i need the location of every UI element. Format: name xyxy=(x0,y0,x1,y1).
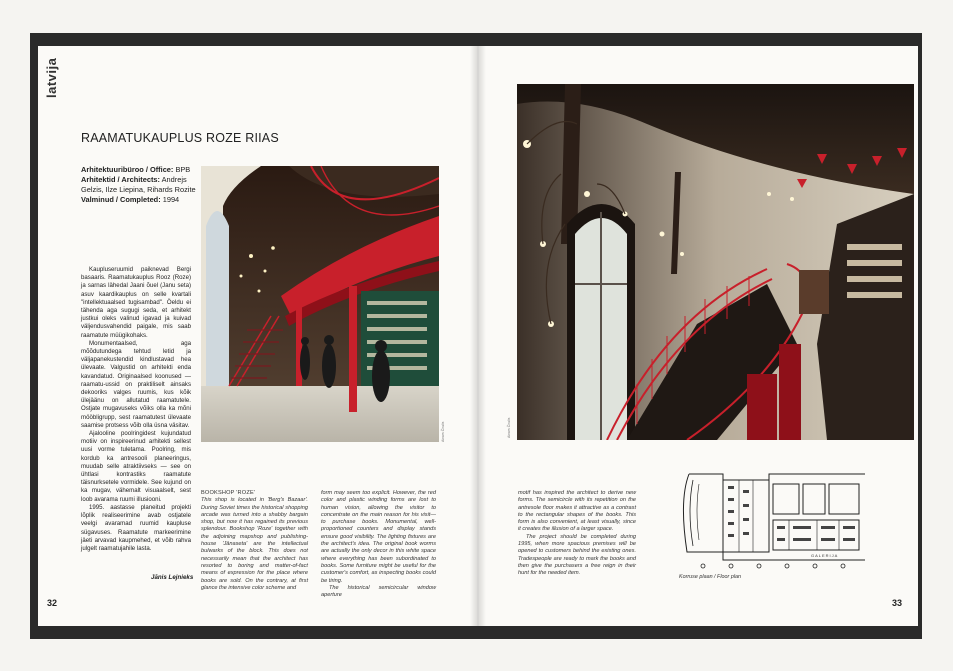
english-paragraph: The historical semicircular window aperture xyxy=(321,584,436,599)
credit-completed-value: 1994 xyxy=(160,195,180,204)
bookshop-interior-photo-right xyxy=(517,84,914,440)
english-column-1 xyxy=(201,490,308,592)
english-heading: BOOKSHOP 'ROZE' xyxy=(201,490,256,496)
credit-office xyxy=(81,165,199,175)
credit-office-label: Arhitektuuribüroo / Office: xyxy=(81,165,174,174)
english-paragraph: The project should be completed during 1995, when more spacious premises will be opened to customers behind the existing ones. Tradespeople are ready to mark the books and then give the purchasers a free reign in their hunt for the needed item. xyxy=(518,533,636,577)
floor-plan-caption: Korruse plaan / Floor plan xyxy=(679,574,742,580)
country-label: latvija xyxy=(44,57,59,98)
staircase-photo-illustration xyxy=(201,166,439,442)
credit-office-value: BPB xyxy=(173,165,191,174)
estonian-paragraph: Ajalooline poolringidest kujundatud motiiv on inspireerinud arhitekti sellest uusi vorme tuletama. Poolring, mis kordub ka antresooli planeeringus, muudab selle atraktiivseks — see on ühtlasi kontrastiks raamatute täisnurksetele vormidele. See kujund on ka mugav, vähemalt visuaalselt, sest loob avarama ruumi illusiooni. xyxy=(81,430,191,503)
photo-credit-left: Aivars Čirulis xyxy=(441,421,445,442)
english-column-2 xyxy=(321,490,436,599)
page-number-left: 32 xyxy=(47,598,58,608)
spiral-stair-photo-illustration xyxy=(517,84,914,440)
plan-gallery-label: GALERIJA xyxy=(811,553,839,558)
floor-plan-svg xyxy=(679,460,866,572)
credits-block xyxy=(81,165,199,205)
article-title: RAAMATUKAUPLUS ROZE RIIAS xyxy=(81,131,279,145)
credit-completed-label: Valminud / Completed: xyxy=(81,195,161,204)
article-author: Jānis Lejnieks xyxy=(151,574,194,581)
photo-credit-right: Aivars Čirulis xyxy=(507,417,511,438)
credit-architects-value: Andrejs Gelzis, Ilze Liepina, Rihards Rozite xyxy=(81,175,196,194)
english-paragraph: motif has inspired the architect to derive new forms. The semicircle with its repetition on the antresole floor makes it attractive as a contrast to the rectangular shapes of the books. This form is also convenient, at least visually, since it creates the illusion of a larger space. xyxy=(518,490,636,533)
english-paragraph: This shop is located in 'Berg's Bazaar'. During Soviet times the historical shopping arcade was turned into a shabby bargain shop, but now it has regained its previous splendour. Bookshop 'Roze' together with the adjoining mapshop and publishing-house 'Jānaseta' are the intellectual bulwarks of the block. This does not necessarily mean that the architect has resorted to boring and matter-of-fact means of expression for the place where books are sold. On the contrary, at first glance the intensive color scheme and xyxy=(201,497,308,591)
english-paragraph: form may seem too explicit. However, the red color and plastic winding forms are lost to human vision, allowing the visitor to concentrate on the main reason for his visit—to purchase books. Monumental, well-proportioned counters and display stands ensure good visibility. The lighting fixtures are the architect's idea. The original book worms are actually the only decor in this white space where everything has been subordinated to books. Some furniture might be useful for the customer's comfort, as inspecting books could be tiring. xyxy=(321,490,436,584)
floor-plan-drawing xyxy=(679,460,866,572)
credit-completed xyxy=(81,195,199,205)
english-column-3 xyxy=(518,490,636,578)
estonian-paragraph: Monumentaalsed, aga mõõdutundega tehtud letid ja väljapanekustendid kindlustavad hea ülevaate. Valgustid on arhitekti enda kavandatud. Originaalsed koonused — raamatu-ussid on praktiliselt ainsaks dekooriks valges ruumis, kus kõik ülejäänu on allutatud raamatutele. Ostjate mugavuseks võiks olla ka mõni mööbligrupp, sest raamatutest ülevaate saamise protsess võib olla üsna väsitav. xyxy=(81,339,191,429)
credit-architects-label: Arhitektid / Architects: xyxy=(81,175,160,184)
estonian-paragraph: 1995. aastasse planeitud projekti lõplik realiseerimine avab ostjatele veelgi avaramad ruumid kaupluse sügavuses. Raamatute markeerimine jäeti arvavad kaupmehed, et võib rahva julgelt raamatujahile lasta. xyxy=(81,503,191,552)
page-gutter xyxy=(470,46,486,626)
estonian-paragraph: Kaupluseruumid paiknevad Bergi basaaris. Raamatukauplus Rooz (Roze) ja sarnas lähedal Jaani õuel (Janu seta) asuv kaardikauplus on selle kvartali "intellektuaalsed tugisambad". Öeldu ei tähenda aga sugugi seda, et arhitekt justkui oleks valinud igavad ja kuivad väljendusvahendid paigale, mis saab raamatute müügikohaks. xyxy=(81,266,191,339)
credit-architects xyxy=(81,175,199,195)
bookshop-interior-photo-left xyxy=(201,166,439,442)
estonian-body-text xyxy=(81,266,191,553)
page-number-right: 33 xyxy=(892,598,903,608)
